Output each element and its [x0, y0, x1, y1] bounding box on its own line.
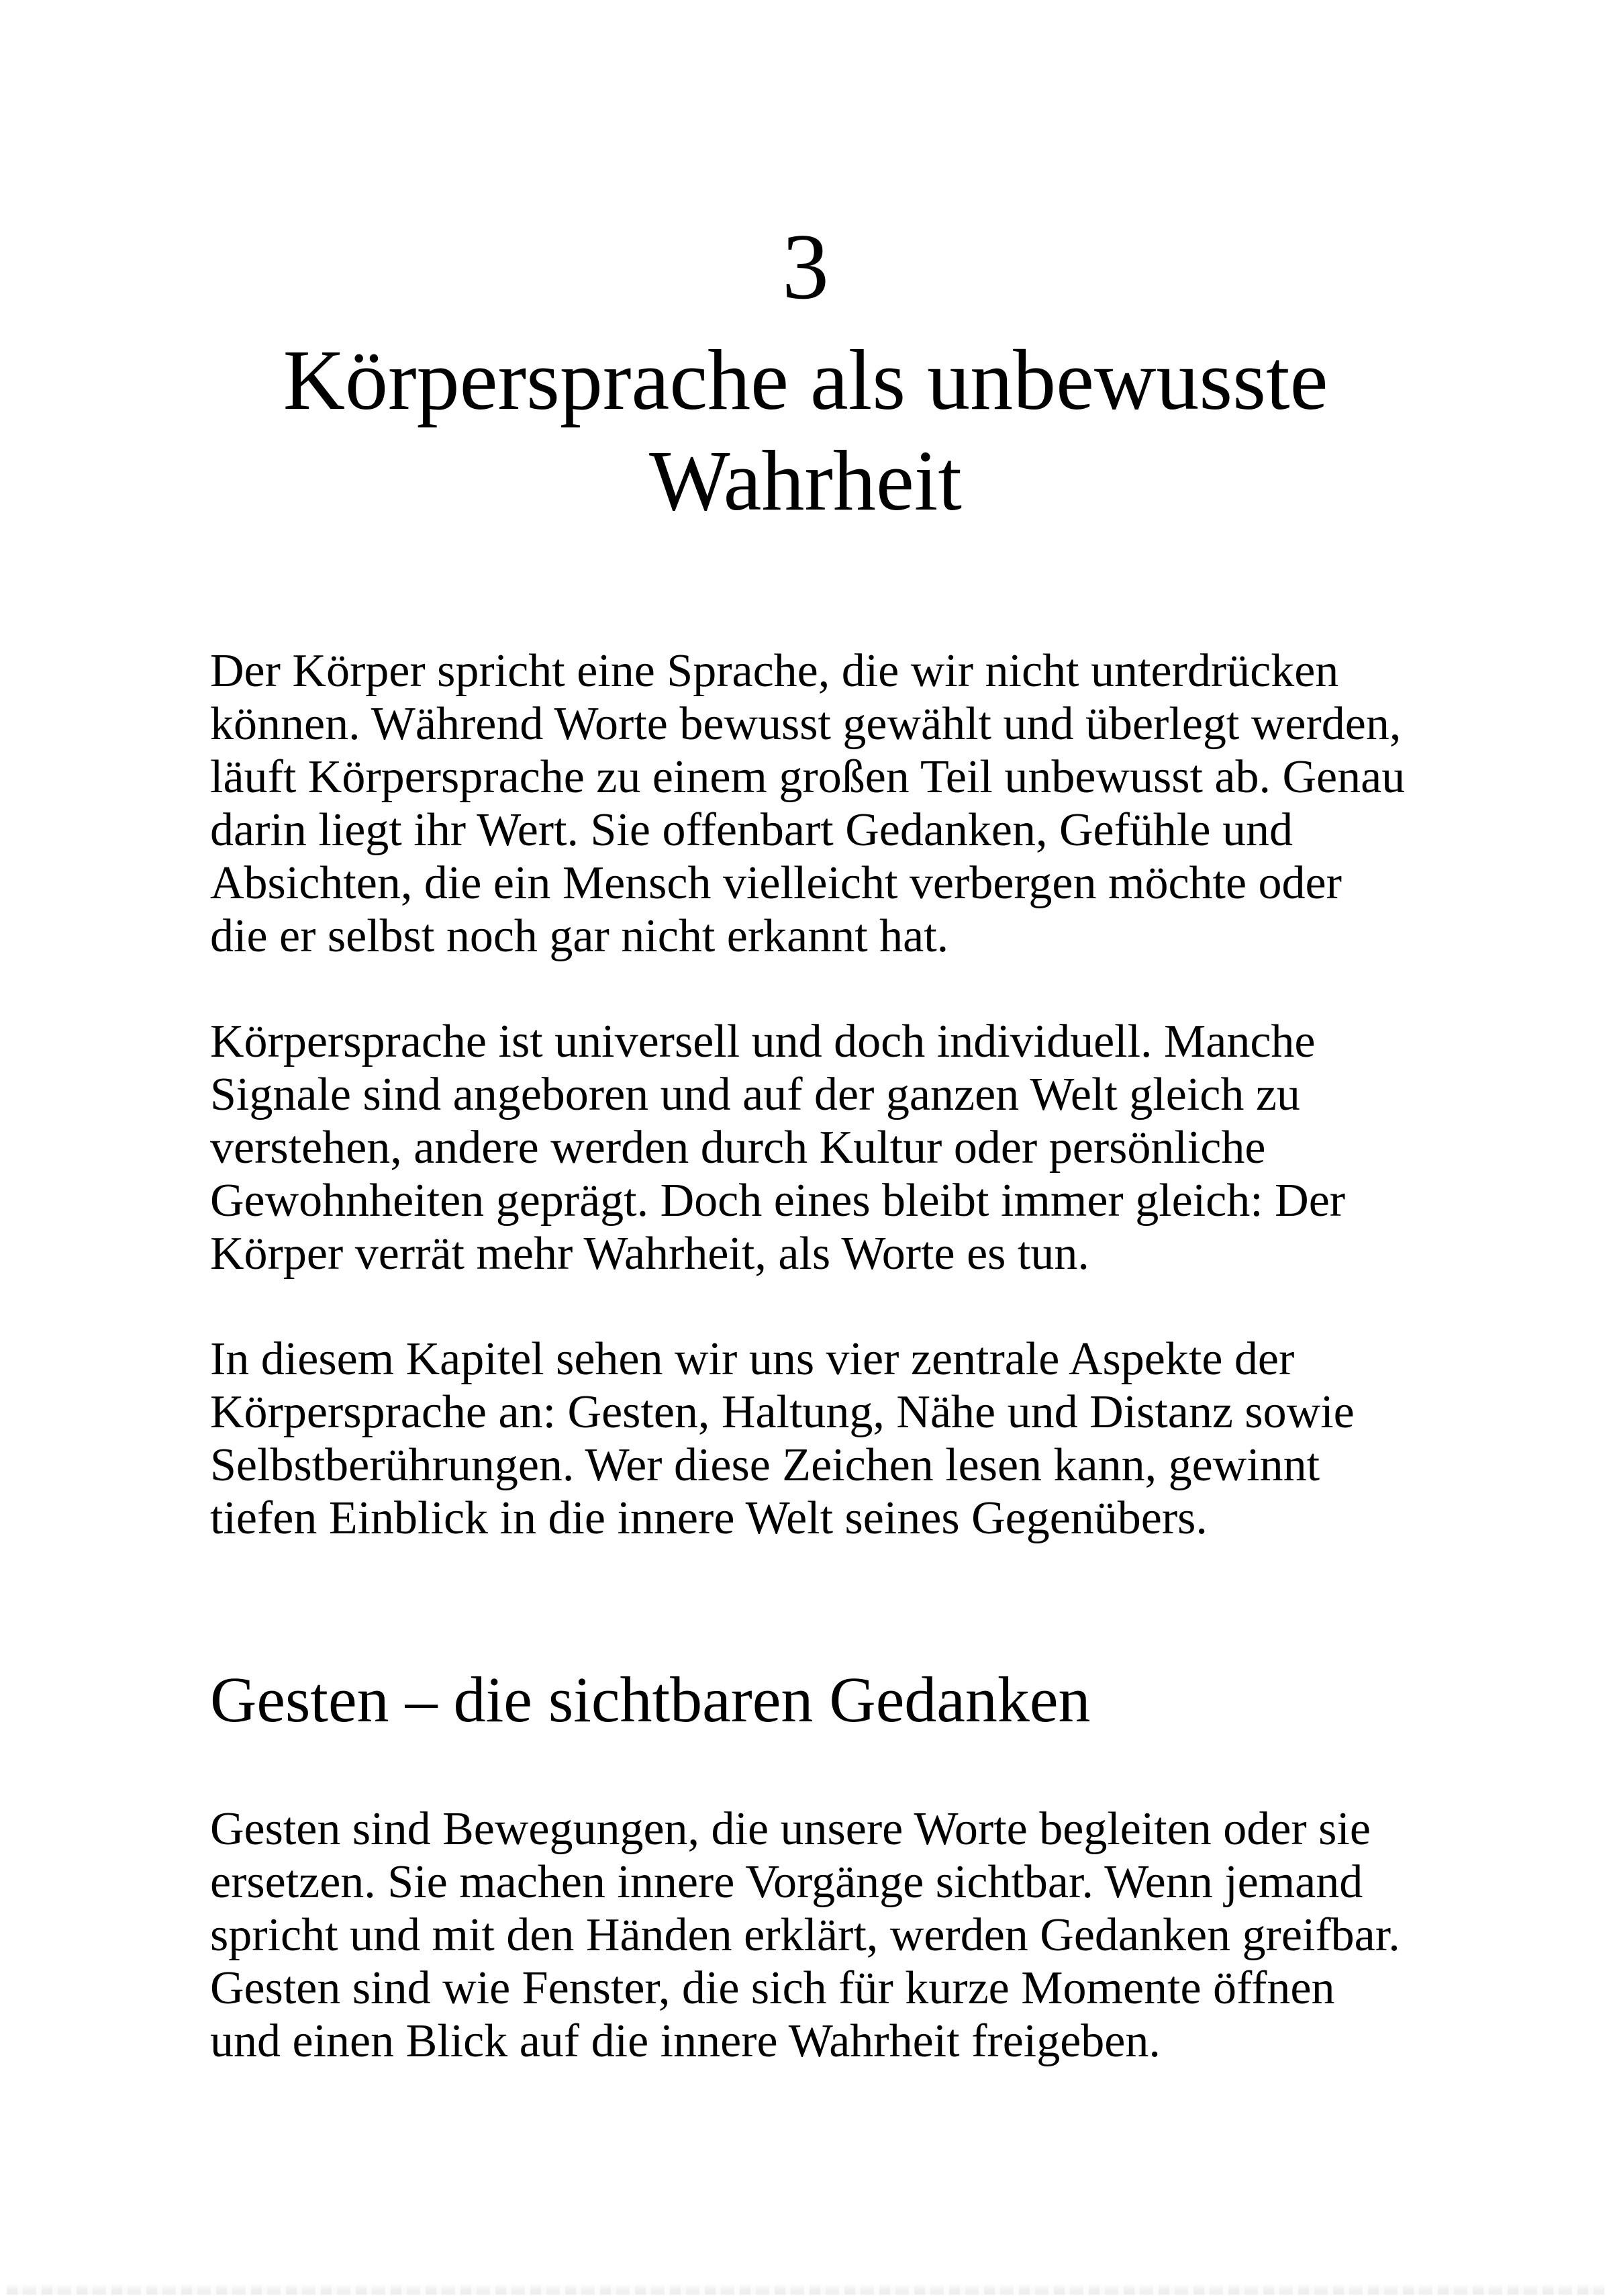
- text-line: tiefen Einblick in die innere Welt seines Gegenübers.: [210, 1492, 1208, 1544]
- text-line: verstehen, andere werden durch Kultur oder persönliche: [210, 1122, 1266, 1174]
- section-paragraph-1: [210, 1803, 1418, 2068]
- text-line: läuft Körpersprache zu einem großen Teil unbewusst ab. Genau: [210, 751, 1406, 803]
- text-line: Signale sind angeboren und auf der ganzen Welt gleich zu: [210, 1069, 1300, 1120]
- text-line: ersetzen. Sie machen innere Vorgänge sichtbar. Wenn jemand: [210, 1856, 1363, 1908]
- section-heading: Gesten – die sichtbaren Gedanken: [210, 1664, 1091, 1735]
- text-line: können. Während Worte bewusst gewählt und überlegt werden,: [210, 698, 1402, 750]
- chapter-title: [0, 330, 1611, 531]
- text-line: In diesem Kapitel sehen wir uns vier zentrale Aspekte der: [210, 1333, 1295, 1385]
- text-line: darin liegt ihr Wert. Sie offenbart Gedanken, Gefühle und: [210, 804, 1293, 856]
- text-line: spricht und mit den Händen erklärt, werden Gedanken greifbar.: [210, 1909, 1400, 1961]
- text-line: Körpersprache als unbewusste: [283, 332, 1328, 428]
- intro-paragraph-2: [210, 1015, 1418, 1280]
- body-text-column: [210, 644, 1418, 2068]
- text-line: Körpersprache ist universell und doch individuell. Manche: [210, 1016, 1316, 1067]
- text-line: die er selbst noch gar nicht erkannt hat.: [210, 910, 949, 962]
- text-line: Absichten, die ein Mensch vielleicht verbergen möchte oder: [210, 857, 1342, 909]
- text-line: Selbstberührungen. Wer diese Zeichen lesen kann, gewinnt: [210, 1439, 1320, 1491]
- text-line: und einen Blick auf die innere Wahrheit freigeben.: [210, 2015, 1161, 2067]
- intro-paragraph-1: [210, 644, 1418, 963]
- next-page-text-edge: [7, 2285, 1604, 2295]
- text-line: Der Körper spricht eine Sprache, die wir nicht unterdrücken: [210, 645, 1339, 697]
- text-line: Körpersprache an: Gesten, Haltung, Nähe und Distanz sowie: [210, 1386, 1355, 1438]
- text-line: Gesten sind wie Fenster, die sich für kurze Momente öffnen: [210, 1962, 1335, 2014]
- chapter-number: 3: [782, 215, 829, 319]
- intro-paragraph-3: [210, 1333, 1418, 1545]
- text-line: Wahrheit: [649, 433, 962, 528]
- text-line: Körper verrät mehr Wahrheit, als Worte es tun.: [210, 1228, 1089, 1280]
- text-line: Gesten sind Bewegungen, die unsere Worte begleiten oder sie: [210, 1803, 1371, 1855]
- text-line: Gewohnheiten geprägt. Doch eines bleibt immer gleich: Der: [210, 1175, 1346, 1227]
